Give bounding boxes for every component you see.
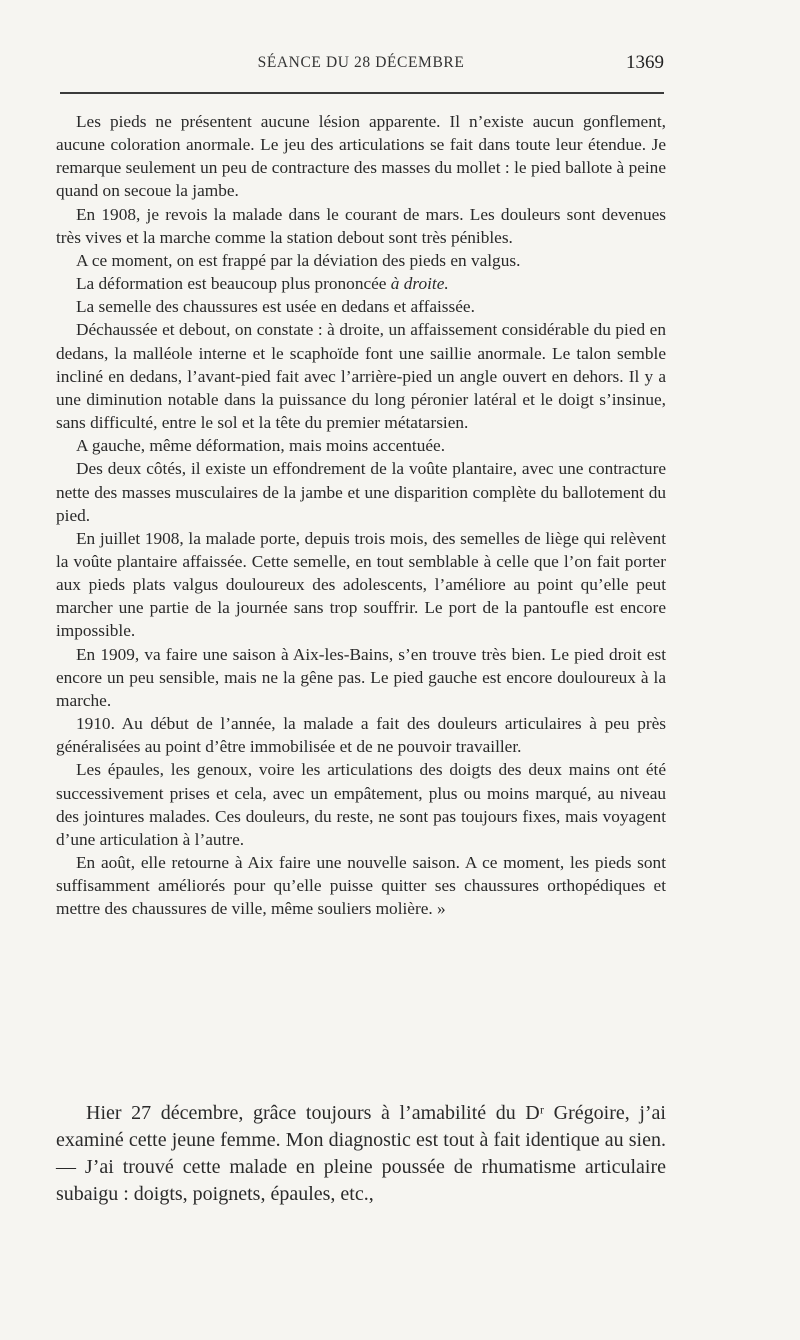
paragraph: En juillet 1908, la malade porte, depuis trois mois, des semelles de liège qui relèvent la voûte plantaire affaissée. Cette semelle, en tout semblable à celle que l’on fait porter aux pieds plats valgus douloureux des adolescents, l’améliore au point qu’elle peut marcher une partie de la journée sans trop souffrir. Le port de la pantoufle est encore impossible. — [56, 528, 666, 641]
quoted-case-report — [56, 110, 666, 920]
paragraph: A gauche, même déformation, mais moins accentuée. — [76, 436, 446, 456]
main-text — [56, 1100, 666, 1208]
page-number: 1369 — [626, 52, 664, 73]
paragraph: Les pieds ne présentent aucune lésion apparente. Il n’existe aucun gonflement, aucune coloration anormale. Le jeu des articulations se fait dans toute leur étendue. Je remarque seulement un peu de contracture des masses du mollet : le pied ballote à peine quand on secoue la jambe. — [56, 112, 666, 201]
paragraph: La semelle des chaussures est usée en dedans et affaissée. — [76, 297, 475, 317]
paragraph: En 1909, va faire une saison à Aix-les-Bains, s’en trouve très bien. Le pied droit est encore un peu sensible, mais ne la gêne pas. Le pied gauche est encore douloureux à la marche. — [56, 644, 666, 710]
paragraph: La déformation est beaucoup plus prononcée à droite. — [76, 274, 449, 294]
paragraph: 1910. Au début de l’année, la malade a fait des douleurs articulaires à peu près généralisées au point d’être immobilisée et de ne pouvoir travailler. — [56, 714, 666, 757]
paragraph: Déchaussée et debout, on constate : à droite, un affaissement considérable du pied en dedans, la malléole interne et le scaphoïde font une saillie anormale. Le talon semble incliné en dedans, l’avant-pied fait avec l’arrière-pied un angle ouvert en dehors. Il y a une diminution notable dans la puissance du long péronier latéral et le doigt s’insinue, sans difficulté, entre le sol et la tête du premier métatarsien. — [56, 320, 666, 433]
paragraph: Hier 27 décembre, grâce toujours à l’amabilité du Dʳ Grégoire, j’ai examiné cette jeune femme. Mon diagnostic est tout à fait identique au sien. — J’ai trouvé cette malade en pleine poussée de rhumatisme articulaire subaigu : doigts, poignets, épaules, etc., — [56, 1102, 666, 1205]
paragraph: En août, elle retourne à Aix faire une nouvelle saison. A ce moment, les pieds sont suffisamment améliorés pour qu’elle puisse quitter ses chaussures orthopédiques et mettre des chaussures de ville, même souliers molière. » — [56, 853, 666, 919]
paragraph: En 1908, je revois la malade dans le courant de mars. Les douleurs sont devenues très vives et la marche comme la station debout sont très pénibles. — [56, 204, 666, 247]
emphasis: à droite. — [390, 274, 449, 294]
paragraph: Les épaules, les genoux, voire les articulations des doigts des deux mains ont été successivement prises et cela, avec un empâtement, plus ou moins marqué, au niveau des jointures malades. Ces douleurs, du reste, ne sont pas toujours fixes, mais voyagent d’une articulation à l’autre. — [56, 760, 666, 849]
running-head — [58, 54, 664, 80]
header-rule — [60, 92, 664, 94]
paragraph: Des deux côtés, il existe un effondrement de la voûte plantaire, avec une contracture nette des masses musculaires de la jambe et une disparition complète du ballotement du pied. — [56, 459, 666, 525]
running-title: SÉANCE DU 28 DÉCEMBRE — [257, 54, 465, 71]
paragraph: A ce moment, on est frappé par la déviation des pieds en valgus. — [76, 250, 521, 270]
